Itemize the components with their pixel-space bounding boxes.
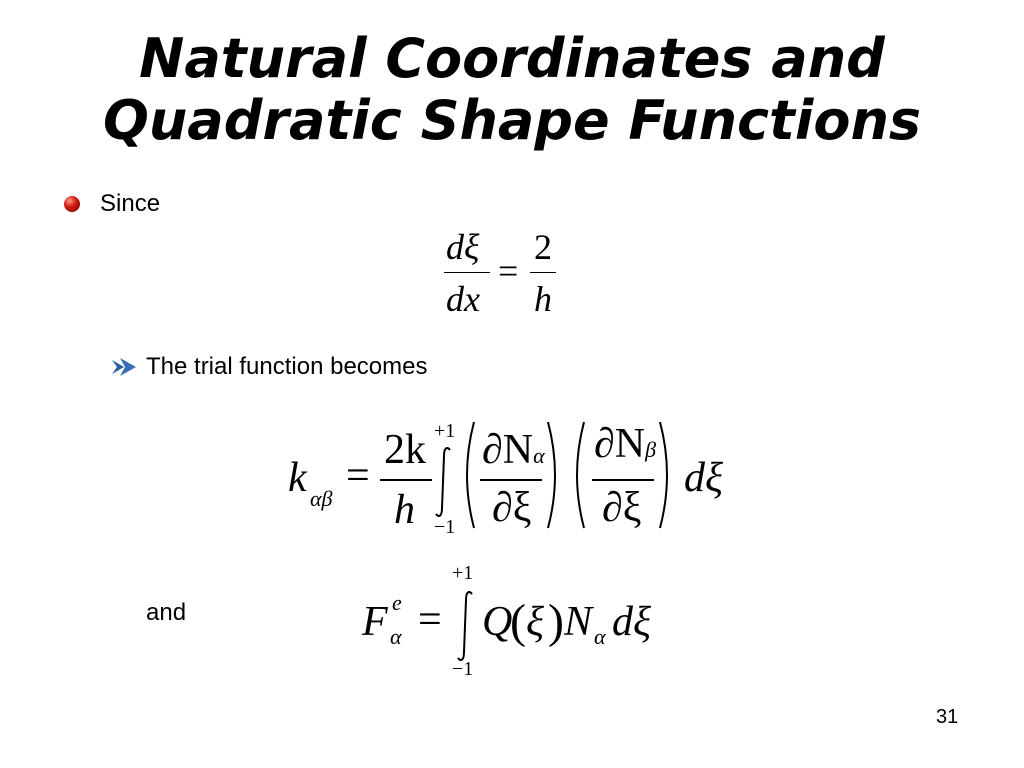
eq1-equals: = (498, 251, 519, 291)
eq2-dxi-2: ∂ξ (602, 485, 642, 531)
equation-k-alpha-beta (288, 420, 748, 538)
eq3-paren-open: ( (510, 595, 526, 648)
equation-dxi-dx (442, 226, 572, 322)
eq3-equals: = (418, 597, 442, 643)
slide-title (0, 28, 1024, 152)
eq3-upper-limit: +1 (452, 562, 474, 584)
eq1-fraction-bar-right (530, 272, 556, 273)
eq3-xi: ξ (526, 599, 544, 645)
eq3-N-sub: α (594, 624, 606, 649)
title-line-1: Natural Coordinates and (139, 27, 885, 90)
eq3-lower-limit: −1 (452, 658, 474, 680)
eq2-paren-close-1 (544, 420, 564, 530)
red-bullet-icon (64, 196, 80, 212)
eq2-lower-limit: −1 (434, 516, 456, 538)
eq1-den-right: h (534, 279, 552, 319)
eq2-k: k (288, 455, 307, 501)
eq1-fraction-bar-left (444, 272, 490, 273)
eq2-dN-alpha: ∂Nα (482, 427, 545, 473)
equation-F-alpha (360, 562, 670, 682)
eq2-integral-icon (432, 446, 454, 518)
eq2-coef-num: 2k (384, 427, 426, 473)
eq2-dN-beta: ∂Nβ (594, 421, 657, 467)
page-number: 31 (936, 706, 959, 728)
eq2-k-sub: αβ (310, 486, 333, 511)
eq3-paren-close: ) (548, 595, 564, 648)
eq2-upper-limit: +1 (434, 420, 456, 442)
bullet-since: Since (100, 190, 161, 217)
eq1-den-left: dx (446, 279, 480, 319)
eq1-num-right: 2 (534, 227, 552, 267)
eq3-F: F (362, 599, 388, 645)
eq2-equals: = (346, 453, 370, 499)
eq2-dxi-end: dξ (684, 455, 723, 501)
eq3-N: N (564, 599, 593, 645)
and-label: and (146, 599, 187, 626)
eq3-F-sup: e (392, 590, 402, 615)
eq2-coef-bar (380, 479, 432, 481)
eq3-Q: Q (482, 599, 513, 645)
sub-bullet-trial-function: The trial function becomes (146, 353, 428, 380)
eq3-dxi: dξ (612, 599, 651, 645)
eq1-num-left: dξ (446, 227, 480, 267)
eq3-F-sub: α (390, 624, 402, 649)
arrow-bullet-icon (112, 358, 138, 376)
eq2-paren-open-2 (568, 420, 588, 530)
eq2-dxi-1: ∂ξ (492, 485, 532, 531)
eq2-bar-1 (480, 479, 542, 481)
title-line-2: Quadratic Shape Functions (102, 89, 922, 152)
eq2-bar-2 (592, 479, 654, 481)
eq2-paren-open-1 (458, 420, 478, 530)
eq3-integral-icon (454, 590, 476, 662)
eq2-coef-den: h (394, 487, 415, 533)
eq2-paren-close-2 (656, 420, 676, 530)
